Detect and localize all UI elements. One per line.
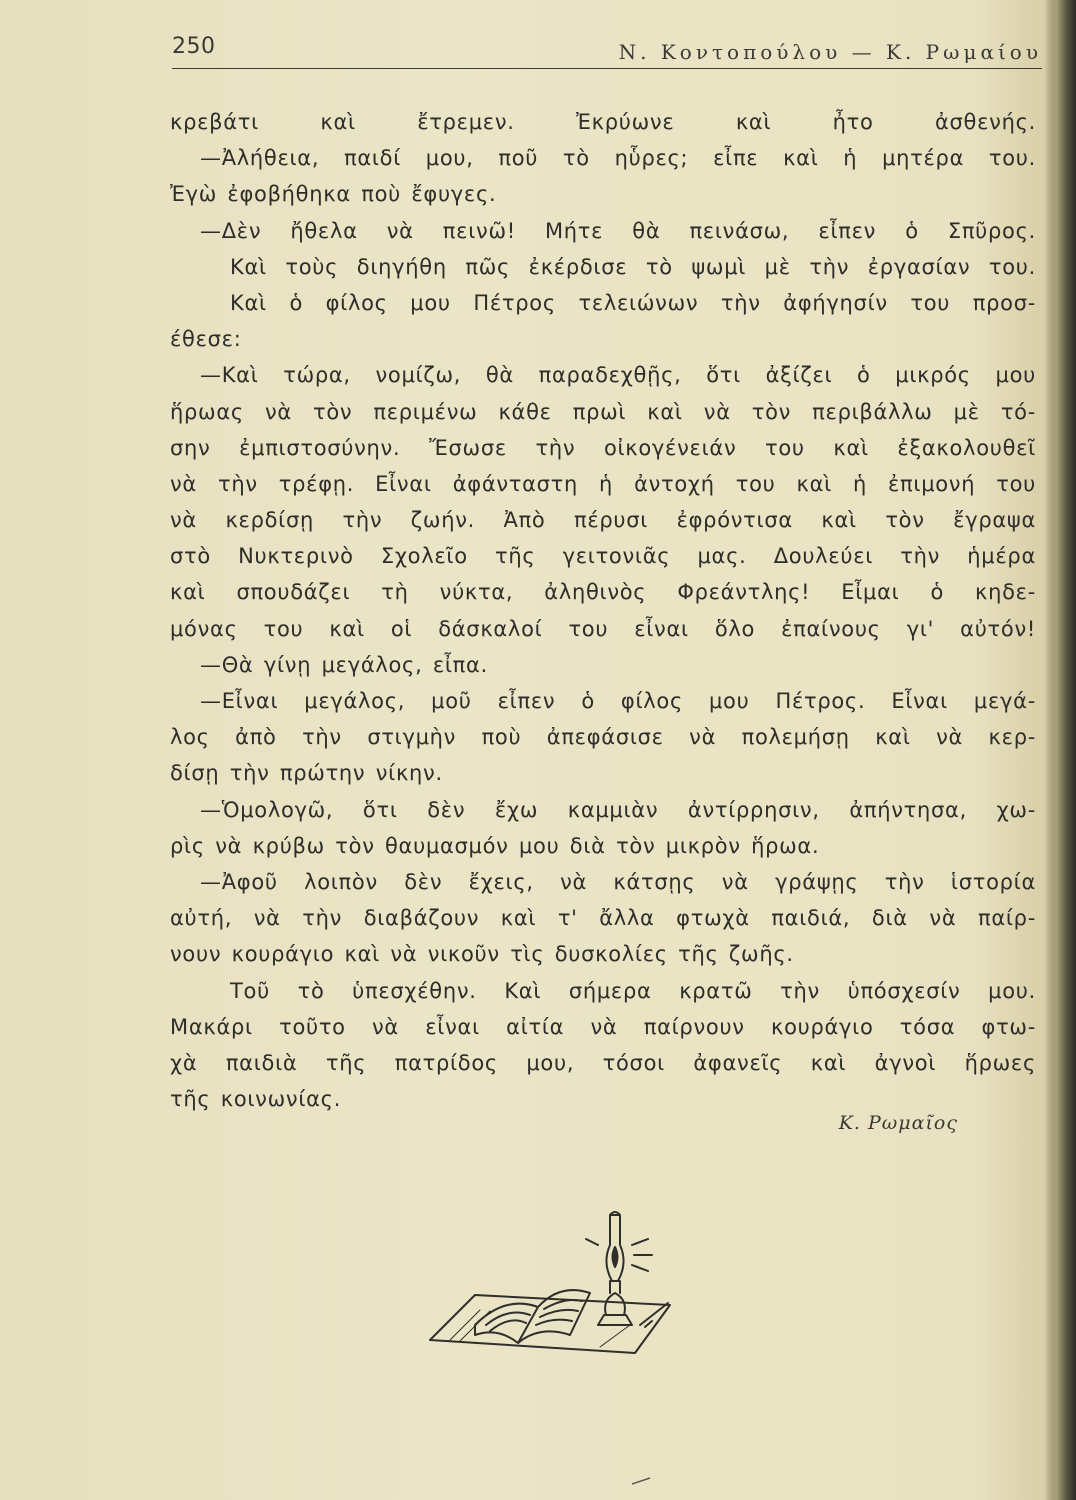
text-line: αὐτή, νὰ τὴν διαβάζουν καὶ τ' ἄλλα φτωχὰ παιδιά, διὰ νὰ παίρ- (170, 906, 1036, 931)
text-line: μόνας του καὶ οἱ δάσκαλοί του εἶναι ὅλο ἐπαίνους γι' αὐτόν! (170, 616, 1036, 641)
text-line: —Θὰ γίνῃ μεγάλος, εἶπα. (200, 652, 488, 677)
body-text (170, 104, 1036, 1117)
page-header (172, 30, 1042, 70)
text-line: στὸ Νυκτερινὸ Σχολεῖο τῆς γειτονιᾶς μας. Δουλεύει τὴν ἡμέρα (170, 544, 1036, 569)
text-line: ἥρωας νὰ τὸν περιμένω κάθε πρωὶ καὶ νὰ τὸν περιβάλλω μὲ τό- (170, 399, 1036, 424)
text-line: —Ὁμολογῶ, ὅτι δὲν ἔχω καμμιὰν ἀντίρρησιν, ἀπήντησα, χω- (200, 797, 1036, 822)
running-head: Ν. Κοντοπούλου — Κ. Ρωμαίου (618, 40, 1042, 64)
text-line: Ἐγὼ ἐφοβήθηκα ποὺ ἔφυγες. (170, 182, 497, 207)
text-line: —Δὲν ἤθελα νὰ πεινῶ! Μήτε θὰ πεινάσω, εἶπεν ὁ Σπῦρος. (200, 218, 1036, 243)
text-line: νὰ τὴν τρέφῃ. Εἶναι ἀφάνταστη ἡ ἀντοχή του καὶ ἡ ἐπιμονή του (170, 471, 1036, 496)
text-line: κρεβάτι καὶ ἔτρεμεν. Ἐκρύωνε καὶ ἦτο ἀσθενής. (170, 110, 1036, 134)
header-rule (172, 68, 1042, 69)
text-line: —Καὶ τώρα, νομίζω, θὰ παραδεχθῇς, ὅτι ἀξίζει ὁ μικρός μου (200, 363, 1036, 388)
text-line: τῆς κοινωνίας. (170, 1087, 342, 1112)
text-line: καὶ σπουδάζει τὴ νύκτα, ἀληθινὸς Φρεάντλης! Εἶμαι ὁ κηδε- (170, 580, 1036, 605)
text-line: Καὶ ὁ φίλος μου Πέτρος τελειώνων τὴν ἀφήγησίν του προσ- (230, 290, 1036, 315)
text-line: Μακάρι τοῦτο νὰ εἶναι αἰτία νὰ παίρνουν κουράγιο τόσα φτω- (170, 1014, 1036, 1039)
book-spine-shadow (1046, 0, 1076, 1500)
text-line: έθεσε: (170, 327, 242, 352)
text-line: Τοῦ τὸ ὑπεσχέθην. Καὶ σήμερα κρατῶ τὴν ὑπόσχεσίν μου. (230, 978, 1036, 1003)
author-signature: Κ. Ρωμαῖος (838, 1112, 958, 1134)
stray-mark-icon (630, 1476, 660, 1486)
text-line: λος ἀπὸ τὴν στιγμὴν ποὺ ἀπεφάσισε νὰ πολεμήσῃ καὶ νὰ κερ- (170, 725, 1036, 750)
oil-lamp-and-open-book-icon (420, 1175, 680, 1355)
text-line: —Εἶναι μεγάλος, μοῦ εἶπεν ὁ φίλος μου Πέτρος. Εἶναι μεγά- (200, 689, 1036, 713)
text-line: Καὶ τοὺς διηγήθη πῶς ἐκέρδισε τὸ ψωμὶ μὲ τὴν ἐργασίαν του. (230, 254, 1036, 279)
text-line: σην ἐμπιστοσύνην. Ἔσωσε τὴν οἰκογένειάν του καὶ ἐξακολουθεῖ (170, 435, 1036, 460)
text-line: —Ἀφοῦ λοιπὸν δὲν ἔχεις, νὰ κάτσῃς νὰ γράψῃς τὴν ἱστορία (200, 869, 1036, 894)
text-line: χὰ παιδιὰ τῆς πατρίδος μου, τόσοι ἀφανεῖς καὶ ἀγνοὶ ἥρωες (170, 1050, 1036, 1075)
text-line: νουν κουράγιο καὶ νὰ νικοῦν τὶς δυσκολίες τῆς ζωῆς. (170, 942, 794, 967)
text-line: —Ἀλήθεια, παιδί μου, ποῦ τὸ ηὗρες; εἶπε καὶ ἡ μητέρα του. (200, 146, 1036, 171)
text-line: ρὶς νὰ κρύβω τὸν θαυμασμόν μου διὰ τὸν μικρὸν ἥρωα. (170, 833, 820, 858)
text-line: νὰ κερδίσῃ τὴν ζωήν. Ἀπὸ πέρυσι ἐφρόντισα καὶ τὸν ἔγραψα (170, 508, 1036, 533)
text-line: δίσῃ τὴν πρώτην νίκην. (170, 761, 443, 786)
page-number: 250 (172, 34, 216, 59)
